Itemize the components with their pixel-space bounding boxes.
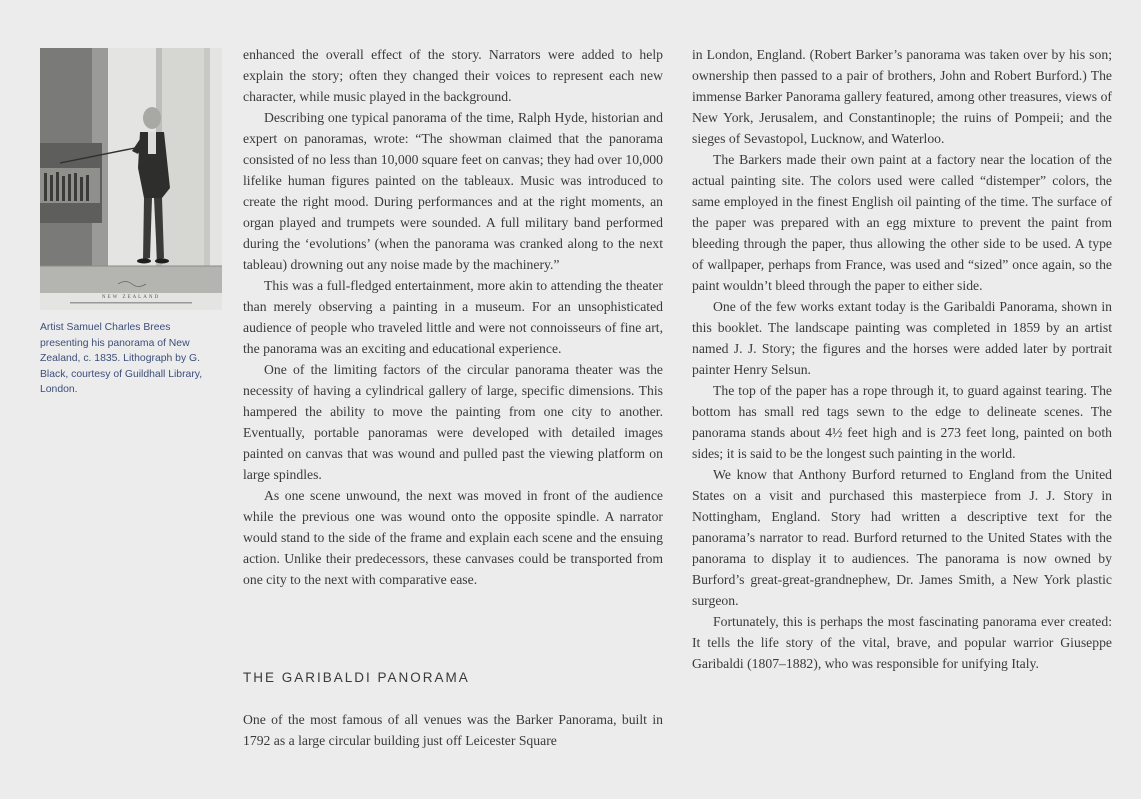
lithograph-image xyxy=(40,48,222,310)
figure-caption: Artist Samuel Charles Brees presenting his panorama of New Zealand, c. 1835. Lithograph by G. Black, courtesy of Guildhall Library, London. xyxy=(40,322,203,395)
paragraph: Fortunately, this is perhaps the most fascinating panorama ever created: It tells the life story of the vital, brave, and popular warrior Giuseppe Garibaldi (1807–1882), who was responsible for unifying Italy. xyxy=(692,614,1112,671)
middle-column xyxy=(243,44,663,590)
paragraph: enhanced the overall effect of the story. Narrators were added to help explain the story; often they changed their voices to represent each new character, while music played in the background. xyxy=(243,47,663,104)
paragraph: One of the few works extant today is the Garibaldi Panorama, shown in this booklet. The landscape painting was completed in 1859 by an artist named J. J. Story; the figures and the horses were added later by portrait painter Henry Selsun. xyxy=(692,299,1112,377)
section-body xyxy=(243,709,663,751)
paragraph: As one scene unwound, the next was moved in front of the audience while the previous one was wound onto the opposite spindle. A narrator would stand to the side of the frame and explain each scene and the ensuing action. Unlike their predecessors, these canvases could be transported from one city to the next with comparative ease. xyxy=(243,488,663,587)
paragraph: Describing one typical panorama of the time, Ralph Hyde, historian and expert on panoramas, wrote: “The showman claimed that the panorama consisted of no less than 10,000 square feet on canvas; they had over 10,000 lifelike human figures painted on the tableaux. Music was introduced to create the right mood. During performances and at the right moments, an organ played and trumpets were sounded. A full military band performed during the ‘evolutions’ (when the panorama was cranked along to the next tableau) drowning out any noise made by the machinery.” xyxy=(243,110,663,272)
paragraph: One of the limiting factors of the circular panorama theater was the necessity of having a cylindrical gallery of large, specific dimensions. This hampered the ability to move the painting from one city to another. Eventually, portable panoramas were developed with detailed images painted on canvas that was wound and pulled past the viewing platform on large spindles. xyxy=(243,362,663,482)
paragraph: in London, England. (Robert Barker’s panorama was taken over by his son; ownership then passed to a pair of brothers, John and Robert Burford.) The immense Barker Panorama gallery featured, among other treasures, views of New York, Jerusalem, and Constantinople; the ruins of Pompeii; and the sieges of Sevastopol, Lucknow, and Waterloo. xyxy=(692,47,1112,146)
plate-inscription: NEW ZEALAND xyxy=(101,295,161,300)
paragraph: The Barkers made their own paint at a factory near the location of the actual painting site. The colors used were called “distemper” colors, the same employed in the finest English oil painting of the time. The surface of the paper was prepared with an egg mixture to prevent the paint from bleeding through the paper, thus allowing the other side to be used. A type of wallpaper, perhaps from France, was used and “sized” once again, so the paint wouldn’t bleed through the paper to either side. xyxy=(692,152,1112,293)
paragraph: The top of the paper has a rope through it, to guard against tearing. The bottom has small red tags sewn to the edge to delineate scenes. The panorama stands about 4½ feet high and is 273 feet long, painted on both sides; it is said to be the longest such painting in the world. xyxy=(692,383,1112,461)
section-heading: THE GARIBALDI PANORAMA xyxy=(243,670,470,685)
paragraph: We know that Anthony Burford returned to England from the United States on a visit and purchased this masterpiece from J. J. Story in Nottingham, England. Story had written a descriptive text for the panorama’s narrator to read. Burford returned to the United States with the panorama to display it to audiences. The panorama is now owned by Burford’s great-great-grandnephew, Dr. James Smith, a New York plastic surgeon. xyxy=(692,467,1112,608)
paragraph: This was a full-fledged entertainment, more akin to attending the theater than merely observing a painting in a museum. For an unsophisticated audience of people who traveled little and were not connoisseurs of fine art, the panorama was an exciting and educational experience. xyxy=(243,278,663,356)
paragraph: One of the most famous of all venues was the Barker Panorama, built in 1792 as a large circular building just off Leicester Square xyxy=(243,712,663,748)
right-column xyxy=(692,44,1112,674)
